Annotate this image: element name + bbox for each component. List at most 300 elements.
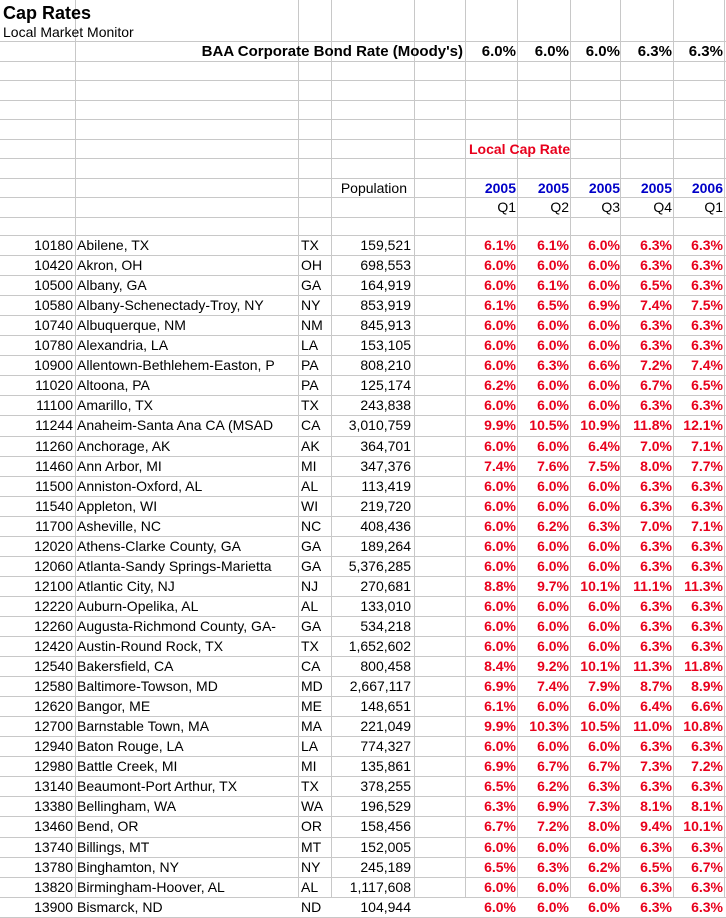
cap-rate-2006-q1: 6.3% bbox=[691, 638, 723, 654]
msa-name: Anaheim-Santa Ana CA (MSAD bbox=[77, 417, 274, 433]
cap-rate-2005-q3: 10.1% bbox=[580, 578, 620, 594]
grid-hline bbox=[0, 80, 726, 81]
msa-name: Allentown-Bethlehem-Easton, P bbox=[77, 357, 275, 373]
cap-rate-2005-q2: 6.0% bbox=[537, 397, 569, 413]
state-code: TX bbox=[301, 237, 319, 253]
msa-code: 10500 bbox=[34, 277, 73, 293]
msa-name: Baton Rouge, LA bbox=[77, 738, 184, 754]
population-header: Population bbox=[340, 180, 407, 196]
population-value: 152,005 bbox=[360, 839, 411, 855]
table-row bbox=[0, 616, 726, 636]
cap-rate-2005-q4: 6.3% bbox=[640, 738, 672, 754]
cap-rate-2005-q1: 6.1% bbox=[484, 237, 516, 253]
cap-rate-2005-q2: 7.4% bbox=[537, 678, 569, 694]
cap-rate-2005-q1: 6.0% bbox=[484, 839, 516, 855]
cap-rate-2006-q1: 8.1% bbox=[691, 798, 723, 814]
cap-rate-2006-q1: 7.1% bbox=[691, 518, 723, 534]
table-row bbox=[0, 355, 726, 375]
msa-code: 10580 bbox=[34, 297, 73, 313]
population-value: 2,667,117 bbox=[349, 678, 411, 694]
table-row bbox=[0, 857, 726, 877]
msa-code: 11100 bbox=[36, 397, 73, 413]
table-row bbox=[0, 596, 726, 616]
cap-rate-2005-q3: 6.0% bbox=[588, 478, 620, 494]
state-code: MT bbox=[301, 839, 322, 855]
cap-rate-2005-q2: 10.5% bbox=[529, 417, 569, 433]
cap-rate-2005-q4: 6.3% bbox=[640, 478, 672, 494]
table-row bbox=[0, 796, 726, 816]
cap-rate-2005-q3: 6.0% bbox=[588, 899, 620, 915]
cap-rate-2005-q1: 6.1% bbox=[484, 297, 516, 313]
cap-rate-2005-q1: 6.0% bbox=[484, 538, 516, 554]
cap-rate-2005-q4: 7.0% bbox=[640, 518, 672, 534]
cap-rate-2005-q4: 6.3% bbox=[640, 317, 672, 333]
cap-rate-2005-q1: 6.0% bbox=[484, 438, 516, 454]
state-code: OR bbox=[301, 818, 322, 834]
msa-name: Anniston-Oxford, AL bbox=[77, 478, 203, 494]
population-value: 270,681 bbox=[360, 578, 411, 594]
msa-code: 13140 bbox=[34, 778, 73, 794]
table-row bbox=[0, 496, 726, 516]
cap-rate-2005-q4: 6.3% bbox=[640, 397, 672, 413]
bond-rate-q2-2005: 6.0% bbox=[534, 43, 569, 60]
msa-code: 12980 bbox=[34, 758, 73, 774]
msa-name: Ann Arbor, MI bbox=[77, 458, 162, 474]
bond-rate-q3-2005: 6.0% bbox=[585, 43, 620, 60]
table-row bbox=[0, 456, 726, 476]
cap-rate-2005-q1: 6.0% bbox=[484, 638, 516, 654]
cap-rate-2005-q3: 6.0% bbox=[588, 558, 620, 574]
cap-rate-2005-q2: 10.3% bbox=[529, 718, 569, 734]
cap-rate-2005-q3: 6.9% bbox=[588, 297, 620, 313]
state-code: AL bbox=[301, 478, 319, 494]
cap-rate-2005-q3: 6.6% bbox=[588, 357, 620, 373]
msa-name: Birmingham-Hoover, AL bbox=[77, 879, 225, 895]
msa-code: 12620 bbox=[34, 698, 73, 714]
table-row bbox=[0, 476, 726, 496]
cap-rate-2005-q2: 6.2% bbox=[537, 778, 569, 794]
grid-hline bbox=[0, 139, 726, 140]
cap-rate-2005-q2: 9.2% bbox=[537, 658, 569, 674]
year-col-3: 2005 bbox=[588, 180, 620, 196]
cap-rate-2006-q1: 7.7% bbox=[691, 458, 723, 474]
cap-rate-2005-q2: 6.1% bbox=[537, 237, 569, 253]
msa-name: Altoona, PA bbox=[77, 377, 150, 393]
cap-rate-2006-q1: 7.2% bbox=[691, 758, 723, 774]
cap-rate-2005-q1: 6.0% bbox=[484, 337, 516, 353]
cap-rate-2005-q4: 6.3% bbox=[640, 558, 672, 574]
state-code: GA bbox=[301, 558, 322, 574]
msa-code: 12220 bbox=[34, 598, 73, 614]
msa-code: 12020 bbox=[34, 538, 73, 554]
population-value: 808,210 bbox=[360, 357, 411, 373]
msa-name: Albany, GA bbox=[77, 277, 147, 293]
cap-rate-2005-q2: 7.6% bbox=[537, 458, 569, 474]
msa-name: Appleton, WI bbox=[77, 498, 158, 514]
msa-name: Amarillo, TX bbox=[77, 397, 153, 413]
msa-code: 10900 bbox=[34, 357, 73, 373]
cap-rate-2005-q2: 6.0% bbox=[537, 558, 569, 574]
table-row bbox=[0, 696, 726, 716]
cap-rate-2005-q2: 6.0% bbox=[537, 618, 569, 634]
cap-rate-2006-q1: 6.3% bbox=[691, 879, 723, 895]
table-row bbox=[0, 375, 726, 395]
table-row bbox=[0, 556, 726, 576]
population-value: 189,264 bbox=[360, 538, 411, 554]
msa-code: 11540 bbox=[35, 498, 73, 514]
population-value: 408,436 bbox=[360, 518, 411, 534]
cap-rate-2005-q2: 6.3% bbox=[537, 859, 569, 875]
cap-rate-2005-q3: 8.0% bbox=[588, 818, 620, 834]
table-row bbox=[0, 837, 726, 857]
population-value: 221,049 bbox=[360, 718, 411, 734]
state-code: NY bbox=[301, 859, 321, 875]
population-value: 159,521 bbox=[360, 237, 411, 253]
state-code: GA bbox=[301, 277, 322, 293]
cap-rate-2006-q1: 6.3% bbox=[691, 618, 723, 634]
grid-hline bbox=[0, 217, 726, 218]
cap-rate-2005-q1: 6.0% bbox=[484, 879, 516, 895]
cap-rate-2005-q1: 6.0% bbox=[484, 277, 516, 293]
cap-rate-2006-q1: 6.3% bbox=[691, 538, 723, 554]
population-value: 534,218 bbox=[360, 618, 411, 634]
cap-rate-2005-q2: 6.0% bbox=[537, 257, 569, 273]
quarter-col-3: Q3 bbox=[601, 199, 620, 215]
cap-rate-2005-q2: 6.9% bbox=[537, 798, 569, 814]
cap-rate-2005-q4: 6.3% bbox=[640, 237, 672, 253]
state-code: GA bbox=[301, 538, 322, 554]
cap-rate-2005-q3: 6.0% bbox=[588, 738, 620, 754]
msa-code: 12420 bbox=[34, 638, 73, 654]
msa-code: 10780 bbox=[34, 337, 73, 353]
cap-rate-2005-q2: 6.0% bbox=[537, 498, 569, 514]
msa-code: 12940 bbox=[34, 738, 73, 754]
cap-rate-2005-q2: 6.0% bbox=[537, 377, 569, 393]
cap-rate-2005-q1: 7.4% bbox=[484, 458, 516, 474]
msa-name: Barnstable Town, MA bbox=[77, 718, 210, 734]
msa-name: Atlantic City, NJ bbox=[77, 578, 175, 594]
msa-name: Bangor, ME bbox=[77, 698, 151, 714]
cap-rate-2005-q4: 8.0% bbox=[640, 458, 672, 474]
cap-rate-2005-q1: 6.0% bbox=[484, 598, 516, 614]
cap-rate-2005-q1: 6.0% bbox=[484, 738, 516, 754]
msa-name: Baltimore-Towson, MD bbox=[77, 678, 218, 694]
cap-rate-2005-q3: 6.0% bbox=[588, 277, 620, 293]
msa-code: 10180 bbox=[34, 237, 73, 253]
cap-rate-2005-q3: 10.1% bbox=[580, 658, 620, 674]
cap-rate-2005-q3: 6.0% bbox=[588, 397, 620, 413]
population-value: 845,913 bbox=[360, 317, 411, 333]
table-row bbox=[0, 776, 726, 796]
cap-rate-2005-q1: 6.0% bbox=[484, 357, 516, 373]
msa-code: 11244 bbox=[35, 417, 73, 433]
table-row bbox=[0, 335, 726, 355]
state-code: AL bbox=[301, 598, 319, 614]
cap-rate-2005-q2: 6.0% bbox=[537, 478, 569, 494]
cap-rate-2005-q4: 7.3% bbox=[640, 758, 672, 774]
population-value: 104,944 bbox=[360, 899, 411, 915]
cap-rate-2005-q2: 6.0% bbox=[537, 879, 569, 895]
table-row bbox=[0, 676, 726, 696]
msa-code: 10740 bbox=[34, 317, 73, 333]
sheet-subtitle: Local Market Monitor bbox=[3, 24, 134, 40]
cap-rate-2005-q2: 6.0% bbox=[537, 538, 569, 554]
table-row bbox=[0, 636, 726, 656]
msa-name: Akron, OH bbox=[77, 257, 143, 273]
state-code: MI bbox=[301, 758, 317, 774]
cap-rate-2005-q3: 6.0% bbox=[588, 377, 620, 393]
cap-rate-2006-q1: 6.3% bbox=[691, 397, 723, 413]
cap-rate-2005-q4: 6.3% bbox=[640, 337, 672, 353]
cap-rate-2006-q1: 6.6% bbox=[691, 698, 723, 714]
cap-rate-2005-q4: 7.4% bbox=[640, 297, 672, 313]
table-row bbox=[0, 576, 726, 596]
msa-name: Augusta-Richmond County, GA- bbox=[77, 618, 276, 634]
cap-rate-2005-q4: 6.7% bbox=[640, 377, 672, 393]
msa-code: 12100 bbox=[34, 578, 73, 594]
state-code: NM bbox=[301, 317, 323, 333]
cap-rate-2005-q3: 6.0% bbox=[588, 538, 620, 554]
msa-code: 13380 bbox=[34, 798, 73, 814]
msa-name: Alexandria, LA bbox=[77, 337, 169, 353]
population-value: 853,919 bbox=[360, 297, 411, 313]
cap-rate-2005-q3: 6.0% bbox=[588, 879, 620, 895]
cap-rate-2006-q1: 6.3% bbox=[691, 839, 723, 855]
msa-name: Bakersfield, CA bbox=[77, 658, 174, 674]
grid-hline bbox=[0, 100, 726, 101]
cap-rate-2006-q1: 6.3% bbox=[691, 558, 723, 574]
table-row bbox=[0, 295, 726, 315]
msa-code: 13780 bbox=[34, 859, 73, 875]
table-row bbox=[0, 235, 726, 255]
cap-rate-2005-q3: 10.5% bbox=[580, 718, 620, 734]
cap-rate-2005-q3: 6.7% bbox=[588, 758, 620, 774]
cap-rate-2005-q2: 6.3% bbox=[537, 357, 569, 373]
cap-rate-2005-q2: 6.0% bbox=[537, 638, 569, 654]
state-code: TX bbox=[301, 778, 319, 794]
msa-code: 12060 bbox=[34, 558, 73, 574]
cap-rate-2005-q4: 6.3% bbox=[640, 618, 672, 634]
cap-rate-2005-q3: 6.4% bbox=[588, 438, 620, 454]
cap-rate-2006-q1: 6.3% bbox=[691, 778, 723, 794]
cap-rate-2005-q2: 7.2% bbox=[537, 818, 569, 834]
msa-name: Bellingham, WA bbox=[77, 798, 177, 814]
cap-rate-2005-q2: 6.0% bbox=[537, 337, 569, 353]
cap-rate-2005-q4: 6.3% bbox=[640, 498, 672, 514]
state-code: PA bbox=[301, 377, 319, 393]
population-value: 245,189 bbox=[360, 859, 411, 875]
cap-rate-2005-q1: 6.9% bbox=[484, 758, 516, 774]
population-value: 364,701 bbox=[360, 438, 411, 454]
cap-rate-2006-q1: 6.5% bbox=[691, 377, 723, 393]
bond-rate-q1-2006: 6.3% bbox=[688, 43, 723, 60]
population-value: 378,255 bbox=[360, 778, 411, 794]
cap-rate-2005-q3: 6.0% bbox=[588, 638, 620, 654]
cap-rate-2006-q1: 8.9% bbox=[691, 678, 723, 694]
msa-code: 10420 bbox=[34, 257, 73, 273]
cap-rate-2005-q2: 6.1% bbox=[537, 277, 569, 293]
state-code: OH bbox=[301, 257, 322, 273]
table-row bbox=[0, 716, 726, 736]
cap-rate-2005-q3: 6.0% bbox=[588, 839, 620, 855]
population-value: 800,458 bbox=[360, 658, 411, 674]
population-value: 5,376,285 bbox=[348, 558, 411, 574]
state-code: CA bbox=[301, 658, 321, 674]
cap-rate-2005-q4: 7.0% bbox=[640, 438, 672, 454]
population-value: 164,919 bbox=[360, 277, 411, 293]
cap-rate-2005-q3: 7.9% bbox=[588, 678, 620, 694]
msa-code: 13820 bbox=[34, 879, 73, 895]
state-code: NY bbox=[301, 297, 321, 313]
cap-rate-2005-q2: 6.2% bbox=[537, 518, 569, 534]
msa-name: Beaumont-Port Arthur, TX bbox=[77, 778, 238, 794]
cap-rate-2005-q3: 6.0% bbox=[588, 498, 620, 514]
cap-rate-2005-q2: 6.0% bbox=[537, 438, 569, 454]
cap-rate-2005-q2: 9.7% bbox=[537, 578, 569, 594]
population-value: 196,529 bbox=[360, 798, 411, 814]
msa-name: Bismarck, ND bbox=[77, 899, 163, 915]
state-code: WA bbox=[301, 798, 324, 814]
msa-name: Austin-Round Rock, TX bbox=[77, 638, 224, 654]
local-cap-rate-label: Local Cap Rate bbox=[469, 141, 571, 157]
state-code: GA bbox=[301, 618, 322, 634]
table-row bbox=[0, 736, 726, 756]
quarter-col-4: Q4 bbox=[653, 199, 672, 215]
cap-rate-2005-q4: 6.3% bbox=[640, 778, 672, 794]
population-value: 133,010 bbox=[360, 598, 411, 614]
cap-rate-2005-q4: 6.3% bbox=[640, 598, 672, 614]
population-value: 219,720 bbox=[360, 498, 411, 514]
table-row bbox=[0, 415, 726, 435]
population-value: 158,456 bbox=[360, 818, 411, 834]
cap-rate-2006-q1: 11.3% bbox=[684, 578, 723, 594]
state-code: ND bbox=[301, 899, 322, 915]
year-col-2: 2005 bbox=[537, 180, 569, 196]
msa-code: 13460 bbox=[34, 818, 73, 834]
msa-name: Asheville, NC bbox=[77, 518, 162, 534]
cap-rate-2005-q4: 6.3% bbox=[640, 879, 672, 895]
cap-rate-2006-q1: 7.5% bbox=[691, 297, 723, 313]
cap-rate-2005-q2: 6.0% bbox=[537, 839, 569, 855]
msa-name: Billings, MT bbox=[77, 839, 150, 855]
state-code: WI bbox=[301, 498, 319, 514]
cap-rate-2005-q1: 6.5% bbox=[484, 778, 516, 794]
msa-code: 11260 bbox=[35, 438, 73, 454]
table-row bbox=[0, 395, 726, 415]
msa-code: 12700 bbox=[34, 718, 73, 734]
state-code: TX bbox=[301, 638, 319, 654]
cap-rate-2005-q4: 9.4% bbox=[640, 818, 672, 834]
cap-rate-2006-q1: 6.3% bbox=[691, 337, 723, 353]
state-code: PA bbox=[301, 357, 319, 373]
cap-rate-2005-q4: 6.3% bbox=[640, 899, 672, 915]
cap-rate-2006-q1: 6.3% bbox=[691, 498, 723, 514]
cap-rate-2005-q1: 6.0% bbox=[484, 317, 516, 333]
msa-code: 11700 bbox=[35, 518, 73, 534]
msa-name: Battle Creek, MI bbox=[77, 758, 178, 774]
cap-rate-2005-q1: 6.0% bbox=[484, 498, 516, 514]
msa-code: 12540 bbox=[34, 658, 73, 674]
cap-rate-2005-q3: 6.2% bbox=[588, 859, 620, 875]
quarter-col-5: Q1 bbox=[704, 199, 723, 215]
cap-rate-2005-q2: 6.0% bbox=[537, 317, 569, 333]
cap-rate-2005-q4: 6.5% bbox=[640, 277, 672, 293]
cap-rate-2006-q1: 6.3% bbox=[691, 317, 723, 333]
msa-name: Binghamton, NY bbox=[77, 859, 179, 875]
state-code: AK bbox=[301, 438, 320, 454]
cap-rate-2005-q1: 6.0% bbox=[484, 478, 516, 494]
population-value: 125,174 bbox=[360, 377, 411, 393]
grid-hline bbox=[0, 158, 726, 159]
cap-rate-2005-q4: 11.3% bbox=[633, 658, 672, 674]
cap-rate-2005-q3: 10.9% bbox=[580, 417, 620, 433]
state-code: ME bbox=[301, 698, 322, 714]
cap-rate-2005-q1: 9.9% bbox=[484, 417, 516, 433]
population-value: 135,861 bbox=[360, 758, 411, 774]
msa-name: Anchorage, AK bbox=[77, 438, 171, 454]
cap-rate-2005-q2: 6.0% bbox=[537, 598, 569, 614]
cap-rate-2005-q1: 6.1% bbox=[484, 698, 516, 714]
population-value: 1,652,602 bbox=[348, 638, 411, 654]
msa-name: Atlanta-Sandy Springs-Marietta bbox=[77, 558, 272, 574]
cap-rate-2006-q1: 10.8% bbox=[683, 718, 723, 734]
population-value: 1,117,608 bbox=[349, 879, 411, 895]
cap-rate-2006-q1: 10.1% bbox=[683, 818, 723, 834]
table-row bbox=[0, 656, 726, 676]
cap-rate-2005-q3: 6.0% bbox=[588, 237, 620, 253]
msa-code: 11020 bbox=[35, 377, 73, 393]
cap-rate-2005-q4: 6.3% bbox=[640, 839, 672, 855]
population-value: 113,419 bbox=[361, 478, 411, 494]
table-row bbox=[0, 756, 726, 776]
quarter-col-1: Q1 bbox=[497, 199, 516, 215]
cap-rate-2006-q1: 6.3% bbox=[691, 237, 723, 253]
population-value: 347,376 bbox=[360, 458, 411, 474]
year-col-1: 2005 bbox=[484, 180, 516, 196]
state-code: MA bbox=[301, 718, 322, 734]
cap-rate-2005-q1: 6.0% bbox=[484, 257, 516, 273]
msa-code: 12580 bbox=[34, 678, 73, 694]
year-col-5: 2006 bbox=[691, 180, 723, 196]
bond-rate-q1-2005: 6.0% bbox=[481, 43, 516, 60]
cap-rate-2005-q4: 11.0% bbox=[633, 718, 672, 734]
cap-rate-2005-q1: 6.0% bbox=[484, 618, 516, 634]
table-row bbox=[0, 536, 726, 556]
table-row bbox=[0, 897, 726, 917]
population-value: 243,838 bbox=[360, 397, 411, 413]
msa-code: 11460 bbox=[35, 458, 73, 474]
cap-rate-2005-q1: 9.9% bbox=[484, 718, 516, 734]
cap-rate-2005-q3: 6.0% bbox=[588, 337, 620, 353]
table-row bbox=[0, 315, 726, 335]
cap-rate-2005-q4: 6.5% bbox=[640, 859, 672, 875]
cap-rate-2005-q4: 8.7% bbox=[640, 678, 672, 694]
state-code: AL bbox=[301, 879, 319, 895]
bond-rate-label: BAA Corporate Bond Rate (Moody's) bbox=[201, 43, 463, 60]
msa-code: 13740 bbox=[34, 839, 73, 855]
cap-rate-2005-q2: 6.5% bbox=[537, 297, 569, 313]
cap-rate-2006-q1: 6.3% bbox=[691, 277, 723, 293]
cap-rate-2005-q3: 6.3% bbox=[588, 778, 620, 794]
cap-rate-2005-q3: 6.0% bbox=[588, 618, 620, 634]
population-value: 698,553 bbox=[360, 257, 411, 273]
cap-rate-2005-q1: 6.7% bbox=[484, 818, 516, 834]
cap-rate-2006-q1: 12.1% bbox=[683, 417, 723, 433]
cap-rate-2005-q4: 11.1% bbox=[633, 578, 672, 594]
state-code: LA bbox=[301, 337, 319, 353]
state-code: LA bbox=[301, 738, 319, 754]
population-value: 774,327 bbox=[360, 738, 411, 754]
